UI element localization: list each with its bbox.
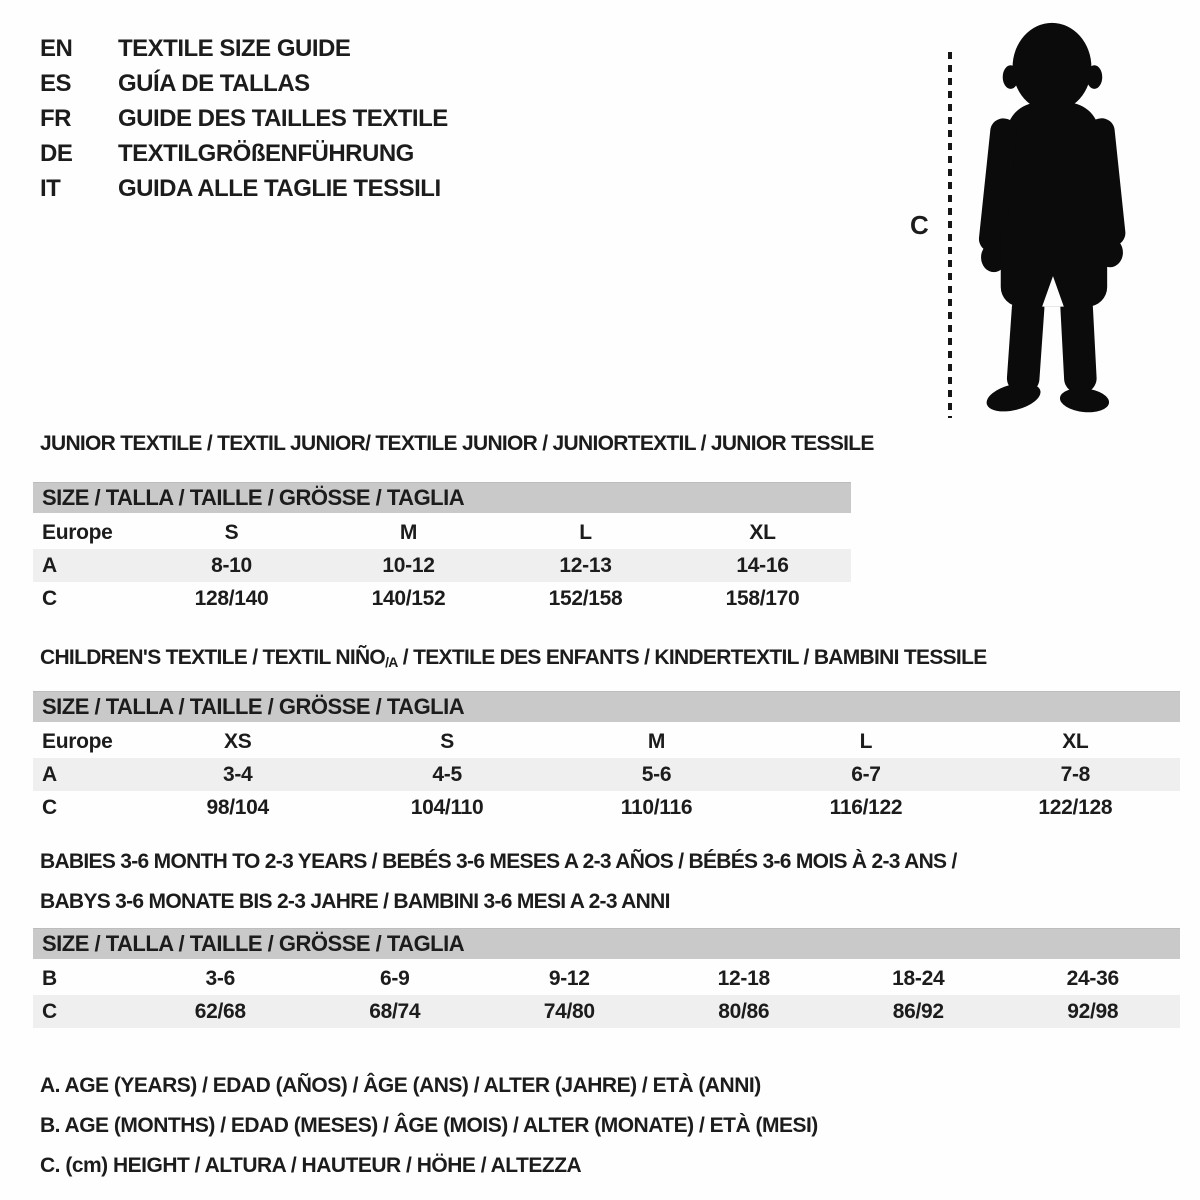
toddler-silhouette-image [957, 14, 1145, 418]
babies-section-title [40, 842, 957, 922]
silhouette-leg-right [1060, 292, 1098, 394]
babies-title-line1: BABIES 3-6 MONTH TO 2-3 YEARS / BEBÉS 3-6 MESES A 2-3 AÑOS / BÉBÉS 3-6 MOIS À 2-3 ANS / [40, 850, 957, 873]
row-label: C [42, 586, 57, 610]
table-row [33, 725, 1180, 758]
table-row [33, 758, 1180, 791]
table-cell: 5-6 [641, 762, 672, 786]
table-cell: 104/110 [410, 795, 484, 819]
row-label: Europe [42, 520, 113, 544]
table-cell: 12-13 [559, 553, 612, 577]
measure-legend [40, 1066, 818, 1186]
table-cell: 7-8 [1060, 762, 1091, 786]
legend-line-b: B. AGE (MONTHS) / EDAD (MESES) / ÂGE (MOIS) / ALTER (MONATE) / ETÀ (MESI) [40, 1114, 818, 1137]
children-size-table [33, 691, 1180, 824]
table-cell: 110/116 [620, 795, 693, 819]
lang-title: TEXTILGRÖßENFÜHRUNG [118, 139, 414, 167]
row-label: A [42, 553, 57, 577]
table-row [33, 995, 1180, 1028]
table-row [33, 582, 851, 615]
size-header-bar [33, 482, 851, 513]
row-label: B [42, 966, 57, 990]
lang-code: EN [40, 34, 73, 62]
table-cell: 6-9 [380, 966, 410, 990]
table-cell: XL [749, 520, 776, 544]
height-measure-line [948, 52, 952, 418]
table-cell: XL [1062, 729, 1089, 753]
table-cell: 92/98 [1067, 999, 1119, 1023]
language-title-list [40, 31, 448, 206]
lang-code: ES [40, 69, 72, 97]
children-section-title [40, 646, 987, 670]
legend-line-a: A. AGE (YEARS) / EDAD (AÑOS) / ÂGE (ANS) / ALTER (JAHRE) / ETÀ (ANNI) [40, 1074, 761, 1097]
row-label: Europe [42, 729, 113, 753]
silhouette-foot-right [1059, 386, 1110, 415]
lang-title: GUIDE DES TAILLES TEXTILE [118, 104, 448, 132]
silhouette-head [1013, 23, 1092, 112]
table-cell: 80/86 [718, 999, 770, 1023]
table-cell: M [399, 520, 418, 544]
row-label: C [42, 795, 57, 819]
table-cell: 24-36 [1066, 966, 1119, 990]
table-cell: 152/158 [548, 586, 623, 610]
babies-title-line2: BABYS 3-6 MONATE BIS 2-3 JAHRE / BAMBINI 3-6 MESI A 2-3 ANNI [40, 890, 670, 913]
table-cell: 140/152 [371, 586, 446, 610]
lang-row-it [40, 171, 448, 206]
silhouette-leg-left [1006, 292, 1045, 395]
table-cell: L [859, 729, 873, 753]
lang-row-es [40, 66, 448, 101]
table-cell: 14-16 [736, 553, 789, 577]
table-cell: 116/122 [829, 795, 903, 819]
table-cell: 74/80 [543, 999, 595, 1023]
lang-row-de [40, 136, 448, 171]
lang-title: GUIDA ALLE TAGLIE TESSILI [118, 174, 441, 202]
children-title-prefix: CHILDREN'S TEXTILE / TEXTIL NIÑO [40, 646, 386, 669]
table-cell: 10-12 [382, 553, 435, 577]
table-cell: 158/170 [725, 586, 800, 610]
junior-section-title: JUNIOR TEXTILE / TEXTIL JUNIOR/ TEXTILE JUNIOR / JUNIORTEXTIL / JUNIOR TESSILE [40, 432, 874, 455]
lang-code: FR [40, 104, 71, 132]
lang-title: GUÍA DE TALLAS [118, 69, 310, 97]
table-cell: 3-4 [222, 762, 253, 786]
table-row [33, 791, 1180, 824]
table-cell: 68/74 [369, 999, 421, 1023]
size-header-bar [33, 928, 1180, 959]
legend-line-c: C. (cm) HEIGHT / ALTURA / HAUTEUR / HÖHE / ALTEZZA [40, 1154, 582, 1177]
table-cell: L [579, 520, 592, 544]
table-cell: 18-24 [892, 966, 945, 990]
lang-code: DE [40, 139, 73, 167]
table-cell: 8-10 [211, 553, 252, 577]
size-header-label: SIZE / TALLA / TAILLE / GRÖSSE / TAGLIA [42, 931, 465, 956]
table-cell: 6-7 [851, 762, 881, 786]
table-cell: 62/68 [194, 999, 246, 1023]
lang-row-en [40, 31, 448, 66]
row-label: C [42, 999, 57, 1023]
junior-size-table [33, 482, 851, 615]
table-cell: 86/92 [892, 999, 944, 1023]
table-cell: 12-18 [717, 966, 770, 990]
table-cell: 9-12 [548, 966, 590, 990]
silhouette-ear-left [1003, 65, 1019, 89]
table-cell: 128/140 [194, 586, 269, 610]
lang-row-fr [40, 101, 448, 136]
table-row [33, 962, 1180, 995]
size-header-label: SIZE / TALLA / TAILLE / GRÖSSE / TAGLIA [42, 485, 465, 510]
lang-title: TEXTILE SIZE GUIDE [118, 34, 351, 62]
table-row [33, 516, 851, 549]
height-measure-label: C [910, 210, 929, 240]
size-header-bar [33, 691, 1180, 722]
table-cell: 3-6 [205, 966, 235, 990]
babies-size-table [33, 928, 1180, 1028]
table-cell: 4-5 [432, 762, 462, 786]
children-title-suffix: / TEXTILE DES ENFANTS / KINDERTEXTIL / BAMBINI TESSILE [397, 646, 987, 669]
lang-code: IT [40, 174, 61, 202]
size-header-label: SIZE / TALLA / TAILLE / GRÖSSE / TAGLIA [42, 694, 465, 719]
table-row [33, 549, 851, 582]
row-label: A [42, 762, 57, 786]
table-cell: S [224, 520, 239, 544]
table-cell: 98/104 [206, 795, 269, 819]
children-title-subscript: /A [385, 654, 398, 670]
table-cell: S [440, 729, 454, 753]
table-cell: M [647, 729, 666, 753]
silhouette-ear-right [1086, 65, 1102, 89]
table-cell: XS [223, 729, 252, 753]
table-cell: 122/128 [1038, 795, 1113, 819]
